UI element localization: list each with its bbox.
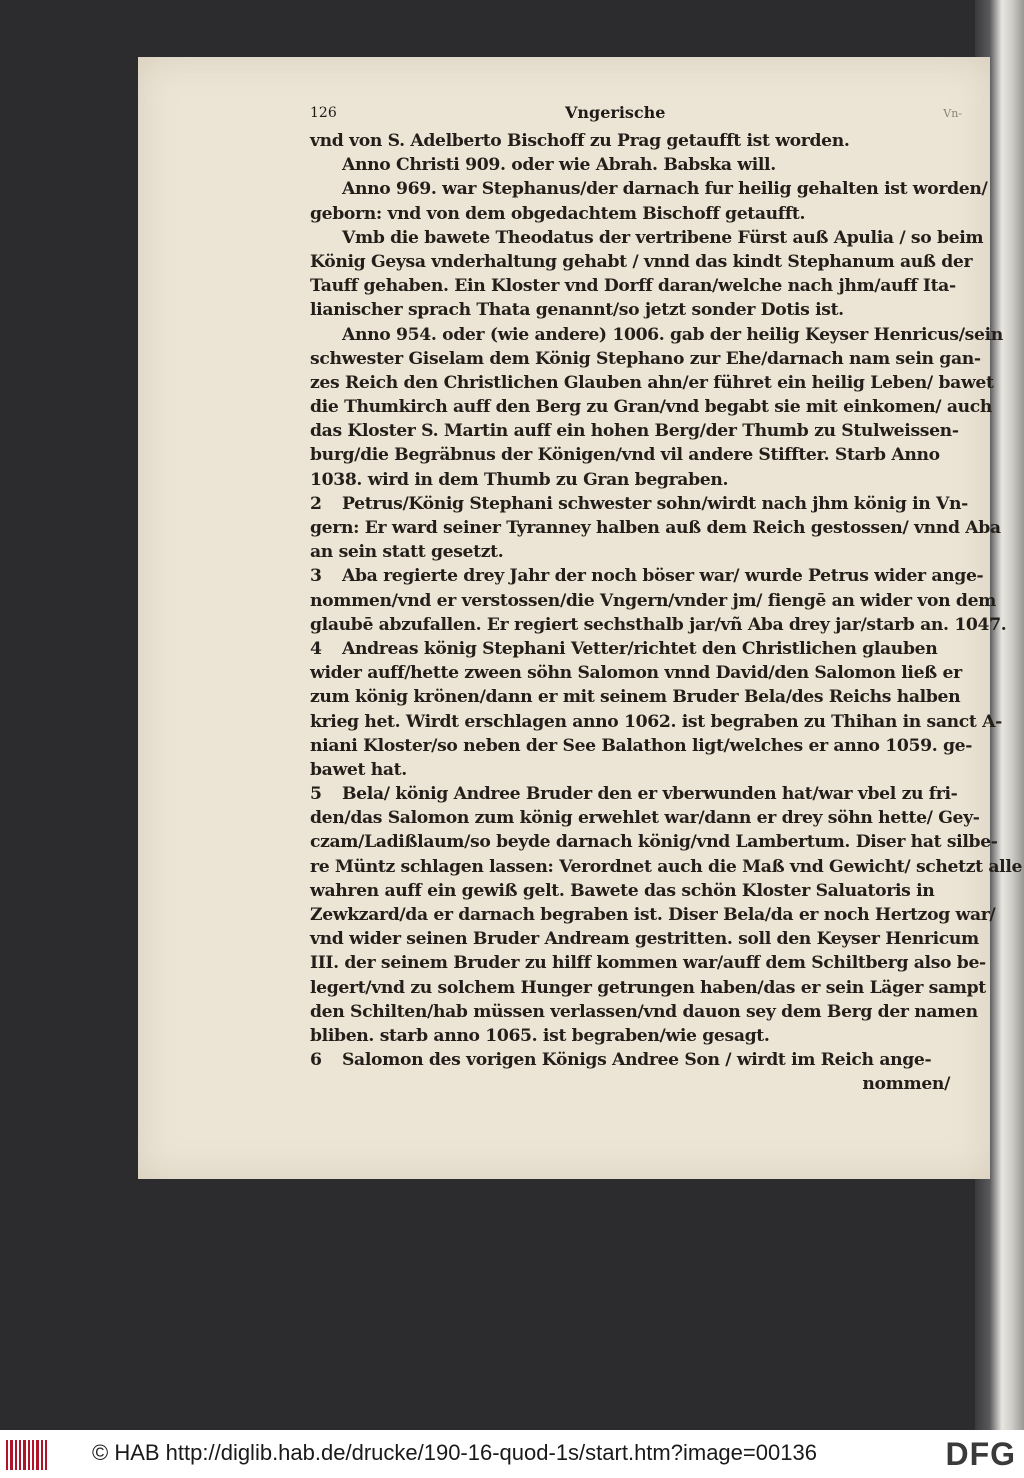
line-text: bliben. starb anno 1065. ist begraben/wie gesagt.: [310, 1025, 770, 1046]
text-lines: [310, 129, 1023, 1097]
text-line: [310, 1000, 978, 1024]
line-text: vnd wider seinen Bruder Andream gestritten. soll den Keyser Henricum: [310, 929, 979, 950]
text-line: [310, 492, 968, 516]
line-text: König Geysa vnderhaltung gehabt / vnnd das kindt Stephanum auß der: [310, 251, 973, 272]
text-line: [310, 855, 1023, 879]
text-line: [310, 298, 950, 322]
line-text: III. der seinem Bruder zu hilff kommen war/auff dem Schiltberg also be-: [310, 953, 986, 974]
footer-bar: [0, 1430, 1024, 1478]
text-line: [310, 153, 950, 177]
text-line: [310, 274, 956, 298]
line-text: wahren auff ein gewiß gelt. Bawete das schön Kloster Saluatoris in: [310, 880, 935, 901]
line-text: glaubē abzufallen. Er regiert sechsthalb jar/vñ Aba drey jar/starb an. 1047.: [310, 614, 1007, 635]
text-line: [310, 177, 988, 201]
line-text: Salomon des vorigen Königs Andree Son / wirdt im Reich ange-: [342, 1050, 932, 1071]
line-text: Bela/ könig Andree Bruder den er vberwunden hat/war vbel zu fri-: [342, 784, 958, 805]
line-text: bawet hat.: [310, 759, 407, 780]
line-text: vnd von S. Adelberto Bischoff zu Prag getaufft ist worden.: [310, 131, 850, 151]
text-line: [310, 710, 1002, 734]
text-line: [310, 564, 984, 588]
line-text: gern: Er ward seiner Tyranney halben auß dem Reich gestossen/ vnnd Aba: [310, 518, 1001, 538]
text-line: [310, 589, 996, 613]
text-line: [310, 1072, 950, 1096]
line-text: Tauff gehaben. Ein Kloster vnd Dorff daran/welche nach jhm/auff Ita-: [310, 276, 956, 297]
text-line: [310, 661, 962, 685]
line-text: Vmb die bawete Theodatus der vertribene Fürst auß Apulia / so beim: [342, 227, 984, 248]
text-line: [310, 516, 1001, 540]
text-line: [310, 419, 959, 443]
page-text-block: [310, 99, 1023, 1097]
text-line: [310, 468, 950, 492]
line-text: geborn: vnd von dem obgedachtem Bischoff getaufft.: [310, 203, 806, 224]
line-text: czam/Ladißlaum/so beyde darnach könig/vnd Lambertum. Diser hat silbe-: [310, 832, 998, 853]
line-text: an sein statt gesetzt.: [310, 542, 504, 563]
text-line: [310, 226, 984, 250]
text-line: [310, 395, 993, 419]
text-line: [310, 613, 1007, 637]
line-text: zum könig krönen/dann er mit seinem Bruder Bela/des Reichs halben: [310, 687, 961, 708]
text-line: [310, 830, 998, 854]
text-line: [310, 129, 950, 153]
text-line: [310, 202, 950, 226]
line-text: re Müntz schlagen lassen: Verordnet auch die Maß vnd Gewicht/ schetzt alle: [310, 856, 1023, 877]
text-line: [310, 903, 996, 927]
line-text: niani Kloster/so neben der See Balathon ligt/welches er anno 1059. ge-: [310, 735, 972, 756]
line-text: Anno 969. war Stephanus/der darnach fur heilig gehalten ist worden/: [342, 179, 988, 200]
entry-number: 6: [310, 1050, 322, 1071]
line-text: legert/vnd zu solchem Hunger getrungen haben/das er sein Läger sampt: [310, 977, 986, 998]
line-text: Anno Christi 909. oder wie Abrah. Babska will.: [342, 155, 776, 176]
text-line: [310, 685, 961, 709]
text-line: [310, 879, 950, 903]
margin-note: Vn-: [943, 107, 962, 120]
text-line: [310, 806, 980, 830]
line-text: wider auff/hette zween söhn Salomon vnnd David/den Salomon ließ er: [310, 663, 962, 684]
text-line: [310, 637, 950, 661]
text-line: [310, 347, 981, 371]
line-text: den/das Salomon zum könig erwehlet war/dann er drey söhn hette/ Gey-: [310, 808, 980, 829]
line-text: nommen/vnd er verstossen/die Vngern/vnder jm/ fiengē an wider von dem: [310, 590, 996, 611]
text-line: [310, 951, 986, 975]
dfg-logo: DFG: [945, 1436, 1016, 1472]
line-text: Petrus/König Stephani schwester sohn/wirdt nach jhm könig in Vn-: [342, 493, 968, 514]
text-line: [310, 734, 972, 758]
text-line: [310, 540, 950, 564]
text-line: [310, 976, 986, 1000]
text-line: [310, 250, 973, 274]
book-page: [138, 57, 1023, 1179]
line-text: burg/die Begräbnus der Königen/vnd vil andere Stiffter. Starb Anno: [310, 445, 940, 466]
text-line: [310, 1048, 950, 1072]
entry-number: 4: [310, 638, 322, 659]
line-text: Anno 954. oder (wie andere) 1006. gab der heilig Keyser Henricus/sein: [342, 324, 1003, 345]
copyright-url[interactable]: © HAB http://diglib.hab.de/drucke/190-16-quod-1s/start.htm?image=00136: [92, 1440, 817, 1465]
text-line: [310, 927, 979, 951]
text-line: [310, 371, 994, 395]
text-line: [310, 1024, 950, 1048]
line-text: nommen/: [862, 1074, 950, 1095]
page-number: 126: [310, 105, 337, 121]
line-text: 1038. wird in dem Thumb zu Gran begraben.: [310, 469, 729, 490]
line-text: krieg het. Wirdt erschlagen anno 1062. ist begraben zu Thihan in sanct A-: [310, 711, 1002, 732]
text-line: [310, 443, 950, 467]
line-text: Aba regierte drey Jahr der noch böser war/ wurde Petrus wider ange-: [342, 566, 984, 587]
line-text: den Schilten/hab müssen verlassen/vnd dauon sey dem Berg der namen: [310, 1001, 978, 1022]
line-text: Andreas könig Stephani Vetter/richtet den Christlichen glauben: [342, 638, 938, 659]
line-text: zes Reich den Christlichen Glauben ahn/er führet ein heilig Leben/ bawet: [310, 372, 994, 393]
running-head: [310, 99, 962, 129]
line-text: Zewkzard/da er darnach begraben ist. Diser Bela/da er noch Hertzog war/: [310, 905, 996, 925]
line-text: die Thumkirch auff den Berg zu Gran/vnd begabt sie mit einkomen/ auch: [310, 397, 993, 418]
line-text: schwester Giselam dem König Stephano zur Ehe/darnach nam sein gan-: [310, 348, 981, 369]
text-line: [310, 323, 1003, 347]
entry-number: 3: [310, 566, 322, 587]
running-title: Vngerische: [565, 103, 666, 122]
entry-number: 5: [310, 784, 322, 805]
hab-barcode-icon: [6, 1440, 48, 1470]
text-line: [310, 758, 950, 782]
line-text: lianischer sprach Thata genannt/so jetzt sonder Dotis ist.: [310, 300, 844, 321]
entry-number: 2: [310, 493, 322, 514]
line-text: das Kloster S. Martin auff ein hohen Berg/der Thumb zu Stulweissen-: [310, 421, 959, 442]
text-line: [310, 782, 958, 806]
